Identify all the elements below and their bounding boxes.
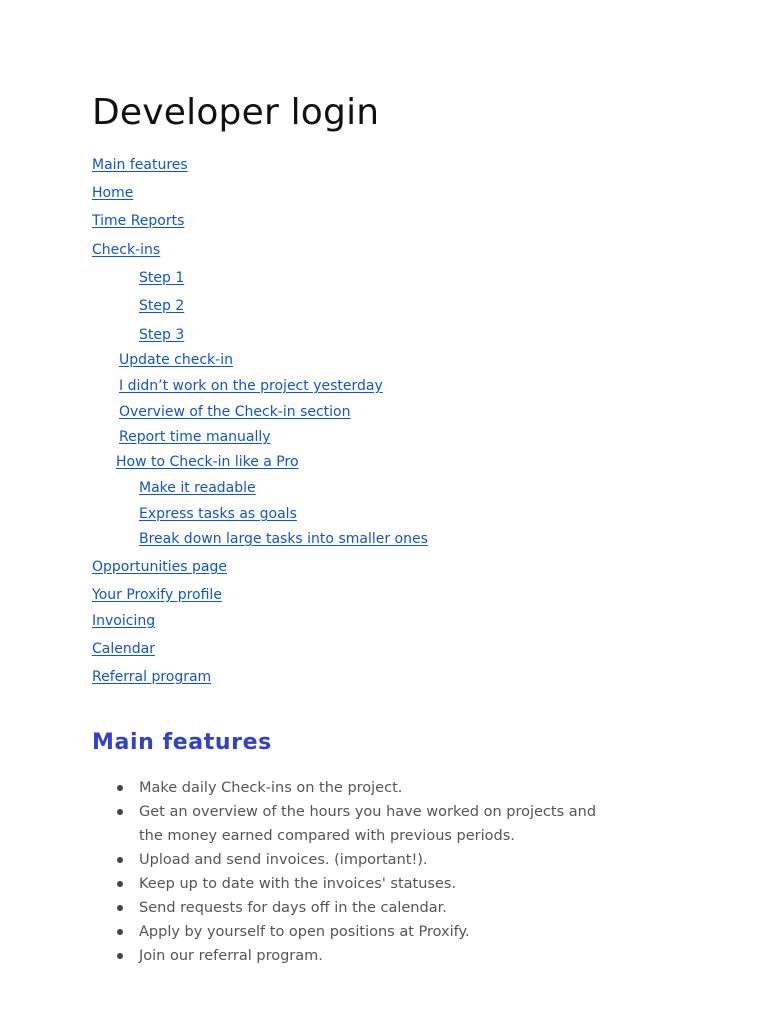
- toc-link-invoicing[interactable]: Invoicing: [92, 613, 156, 629]
- toc-link-check-ins[interactable]: Check-ins: [92, 242, 161, 258]
- bullet-dot-icon: [117, 785, 123, 791]
- toc-link-didnt-work[interactable]: I didn’t work on the project yesterday: [119, 378, 383, 394]
- list-item-text: Send requests for days off in the calendar.: [139, 900, 447, 916]
- toc-link-update-check-in[interactable]: Update check-in: [119, 352, 233, 368]
- toc-link-express-tasks[interactable]: Express tasks as goals: [139, 506, 297, 522]
- toc-link-opportunities-page[interactable]: Opportunities page: [92, 559, 227, 575]
- toc-link-check-in-like-pro[interactable]: How to Check-in like a Pro: [116, 454, 299, 470]
- list-item: [0, 896, 619, 920]
- toc-link-step-1[interactable]: Step 1: [139, 270, 185, 286]
- toc-link-overview-check-in[interactable]: Overview of the Check-in section: [119, 404, 351, 420]
- main-features-list: [0, 776, 768, 968]
- toc-link-calendar[interactable]: Calendar: [92, 641, 155, 657]
- toc-link-step-3[interactable]: Step 3: [139, 327, 185, 343]
- toc-link-referral-program[interactable]: Referral program: [92, 669, 212, 685]
- bullet-dot-icon: [117, 881, 123, 887]
- list-item: [0, 848, 619, 872]
- toc-link-make-it-readable[interactable]: Make it readable: [139, 480, 256, 496]
- toc-link-report-time-manually[interactable]: Report time manually: [119, 429, 271, 445]
- list-item: [0, 800, 619, 848]
- bullet-dot-icon: [117, 929, 123, 935]
- bullet-dot-icon: [117, 809, 123, 815]
- list-item-text: Join our referral program.: [139, 948, 323, 964]
- list-item: [0, 872, 619, 896]
- list-item-text: Keep up to date with the invoices' statuses.: [139, 876, 457, 892]
- toc-link-proxify-profile[interactable]: Your Proxify profile: [92, 587, 222, 603]
- list-item-text: Make daily Check-ins on the project.: [139, 780, 403, 796]
- bullet-dot-icon: [117, 857, 123, 863]
- bullet-dot-icon: [117, 953, 123, 959]
- toc-link-home[interactable]: Home: [92, 185, 134, 201]
- list-item: [0, 920, 619, 944]
- page-title: Developer login: [92, 92, 380, 133]
- toc-link-main-features[interactable]: Main features: [92, 157, 188, 173]
- list-item-text: Upload and send invoices. (important!).: [139, 852, 428, 868]
- list-item: [0, 944, 619, 968]
- toc-link-step-2[interactable]: Step 2: [139, 298, 185, 314]
- toc-link-break-down-tasks[interactable]: Break down large tasks into smaller ones: [139, 531, 428, 547]
- bullet-dot-icon: [117, 905, 123, 911]
- section-heading-main-features: Main features: [92, 730, 272, 755]
- list-item-text: Apply by yourself to open positions at Proxify.: [139, 924, 470, 940]
- toc-link-time-reports[interactable]: Time Reports: [92, 213, 185, 229]
- list-item-text: Get an overview of the hours you have worked on projects and the money earned compared with previous periods.: [139, 804, 597, 844]
- list-item: [0, 776, 619, 800]
